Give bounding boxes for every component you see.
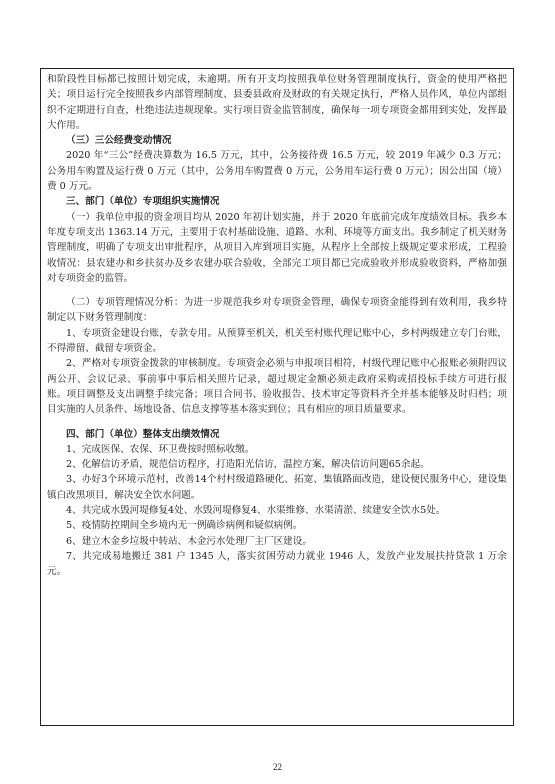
document-frame	[40, 68, 514, 726]
list-item: 6、建立木金乡垃圾中转站、木金污水处理厂主厂区建设。	[66, 535, 312, 547]
list-item: 2、化解信访矛盾，规范信访程序，打造阳光信访，温控方案，解决信访问题65余起。	[66, 459, 430, 471]
section-heading: 四、部门（单位）整体支出绩效情况	[66, 428, 220, 440]
paragraph: （二）专项管理情况分析：为进一步规范我乡对专项资金管理，确保专项资金能得到有效利用，我乡特制定以下财务管理制度：	[47, 297, 507, 324]
paragraph: 和阶段性目标都已按照计划完成，未逾期。所有开支均按照我单位财务管理制度执行，资金的使用严格把关；项目运行完全按照我乡内部管理制度、县委县政府及财政的有关规定执行，严格人员作风，单位内部组织不定期进行自查，杜绝违法违规现象。实行项目资金监管制度，确保每一项专项资金都用到实处，发挥最大作用。	[47, 74, 507, 131]
list-item: 7、共完成易地搬迁 381 户 1345 人，落实贫困劳动力就业 1946 人，发放产业发展扶持贷款 1 万余元。	[47, 550, 507, 578]
list-item: 5、疫情防控期间全乡境内无一例确诊病例和疑似病例。	[66, 520, 303, 532]
paragraph: 2020 年“三公”经费决算数为 16.5 万元，其中，公务接待费 16.5 万元，较 2019 年减少 0.3 万元；公务用车购置及运行费 0 万元（其中，公务用车购置费 0 万元，公务用车运行费 0 万元）；因公出国（境）费 0 万元。	[47, 150, 507, 193]
list-item: 3、办好3个环境示范村，改善14个村村级道路硬化、拓宽、集镇路面改造，建设便民服务中心，建设集镇白改黑项目，解决安全饮水问题。	[47, 474, 507, 501]
paragraph: （一）我单位申报的资金项目均从 2020 年初计划实施，并于 2020 年底前完成年度绩效目标。我乡本年度专项支出 1363.14 万元，主要用于农村基础设施、道路、水利、环境等方面支出。我乡制定了机关财务管理制度，明确了专项支出审批程序，从项目入库到项目实施，从程序上全部按上级规定要求形成，工程验收情况：县农建办和乡扶贫办及乡农建办联合验收，全部完工项目都已完成验收并形成验收资料，严格加强对专项资金的监管。	[47, 211, 507, 284]
section-heading: （三）三公经费变动情况	[66, 135, 172, 147]
list-item: 1、完成医保、农保、环卫费按时照标收缴。	[66, 443, 255, 455]
section-heading: 三、部门（单位）专项组织实施情况	[66, 196, 220, 208]
list-item: 4、共完成水毁河堤修复4处、水毁河堤修复4、水渠维修、水渠清淤、续建安全饮水5处。	[66, 505, 446, 517]
spacer	[47, 286, 507, 295]
paragraph: 1、专项资金建设台账，专款专用。从预算至机关，机关至村账代理记账中心，乡村两级建立专门台账，不得滞留、截留专项资金。	[47, 327, 507, 355]
spacer	[47, 418, 507, 427]
page-number: 22	[273, 762, 282, 772]
paragraph: 2、严格对专项资金拨款的审核制度。专项资金必须与申报项目相符，村级代理记账中心报账必须附四议两公开、会议记录、事前事中事后相关照片记录，超过规定金额必须走政府采购或招投标手续方可进行报账。项目调整及支出调整手续完备；项目合同书、验收报告、技术审定等资料齐全并基本能够及时归档；项目实施的人员条件、场地设备、信息支撑等基本落实到位；具有相应的项目质量要求。	[47, 358, 507, 416]
